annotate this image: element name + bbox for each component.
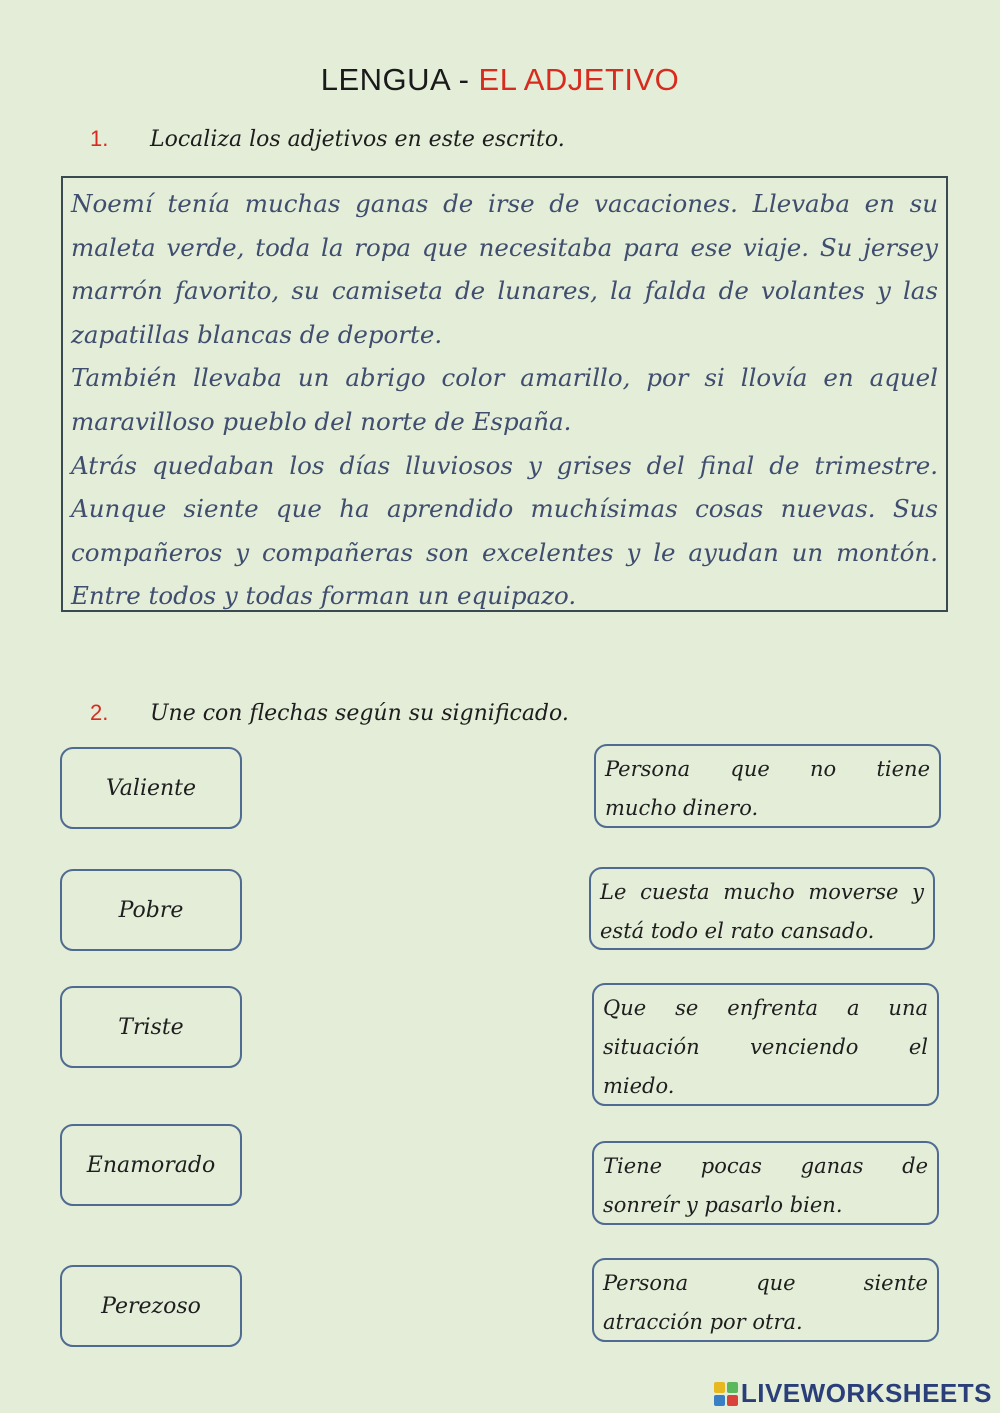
definition-4-line-1: Tiene pocas ganas de xyxy=(603,1154,928,1178)
question-1-number: 1. xyxy=(90,126,109,151)
definition-1-line-2: mucho dinero. xyxy=(605,796,759,820)
match-definition-1[interactable] xyxy=(594,744,941,828)
passage-paragraph-3[interactable]: Atrás quedaban los días lluviosos y grises del final de trimestre. Aunque siente que ha aprendido muchísimas cosas nuevas. Sus compañeros y compañeras son excelentes y le ayudan un montón. Entre todos y todas forman un equipazo. xyxy=(71,450,938,611)
match-word-perezoso[interactable]: Perezoso xyxy=(60,1265,242,1347)
match-definition-5[interactable] xyxy=(592,1258,939,1342)
question-2-text: Une con flechas según su significado. xyxy=(150,701,569,726)
match-definition-3[interactable] xyxy=(592,983,939,1106)
definition-2-line-1: Le cuesta mucho moverse y xyxy=(600,880,924,904)
match-word-triste[interactable]: Triste xyxy=(60,986,242,1068)
question-1-text: Localiza los adjetivos en este escrito. xyxy=(150,127,565,152)
definition-2-line-2: está todo el rato cansado. xyxy=(600,919,875,943)
liveworksheets-logo-text: LIVEWORKSHEETS xyxy=(740,1378,992,1408)
passage-paragraph-1[interactable]: Noemí tenía muchas ganas de irse de vacaciones. Llevaba en su maleta verde, toda la ropa que necesitaba para ese viaje. Su jersey marrón favorito, su camiseta de lunares, la falda de volantes y las zapatillas blancas de deporte. xyxy=(71,189,938,349)
definition-3-line-3: miedo. xyxy=(603,1074,675,1098)
match-word-pobre[interactable]: Pobre xyxy=(60,869,242,951)
liveworksheets-logo xyxy=(714,1378,992,1409)
question-1 xyxy=(90,126,565,152)
reading-passage[interactable] xyxy=(61,176,948,612)
match-definition-2[interactable] xyxy=(589,867,935,950)
title-subject: LENGUA - xyxy=(320,62,479,97)
liveworksheets-logo-icon xyxy=(714,1382,738,1406)
match-definition-4[interactable] xyxy=(592,1141,939,1225)
definition-5-line-1: Persona que siente xyxy=(603,1271,928,1295)
match-word-enamorado[interactable]: Enamorado xyxy=(60,1124,242,1206)
definition-3-line-2: situación venciendo el xyxy=(603,1035,928,1059)
page-title xyxy=(0,62,1000,98)
title-topic: EL ADJETIVO xyxy=(478,62,680,97)
definition-4-line-2: sonreír y pasarlo bien. xyxy=(603,1193,843,1217)
definition-5-line-2: atracción por otra. xyxy=(603,1310,803,1334)
question-2-number: 2. xyxy=(90,700,109,725)
match-word-valiente[interactable]: Valiente xyxy=(60,747,242,829)
question-2 xyxy=(90,700,569,726)
definition-1-line-1: Persona que no tiene xyxy=(605,757,930,781)
definition-3-line-1: Que se enfrenta a una xyxy=(603,996,928,1020)
passage-paragraph-2[interactable]: También llevaba un abrigo color amarillo, por si llovía en aquel maravilloso pueblo del norte de España. xyxy=(71,363,938,436)
